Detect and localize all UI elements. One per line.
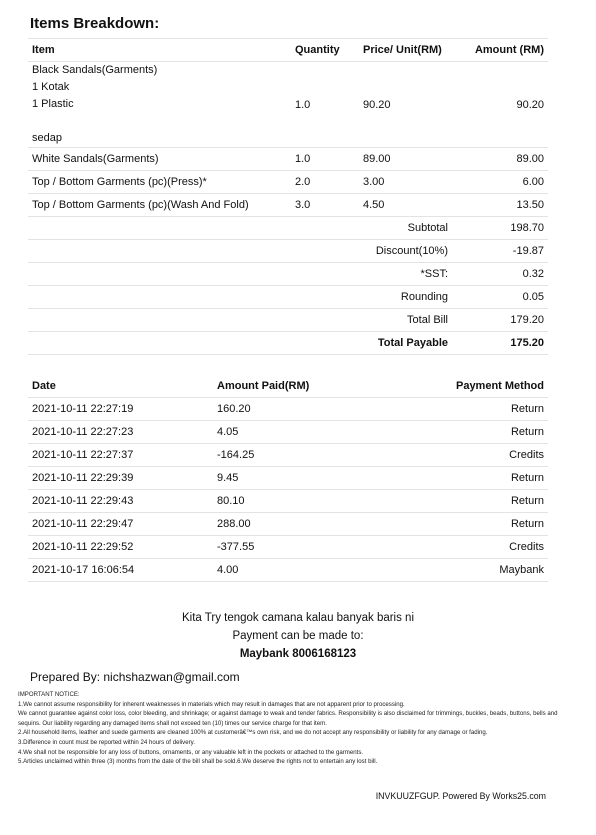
table-row — [28, 559, 548, 582]
summary-label: Discount(10%) — [28, 240, 452, 263]
payment-amount: 160.20 — [213, 398, 384, 421]
table-row — [28, 513, 548, 536]
table-row — [28, 421, 548, 444]
payments-table — [28, 375, 548, 582]
quantity-cell: 3.0 — [291, 194, 359, 217]
notice-line: 2.All household items, leather and suede garments are cleaned 100% at customerâ€™s own risk, and we do not accept any responsibility or liability for any damage or fading. — [18, 729, 488, 737]
important-notice — [18, 690, 578, 767]
summary-label: Subtotal — [28, 217, 452, 240]
column-header-payment-method: Payment Method — [384, 375, 548, 398]
payment-date: 2021-10-11 22:29:47 — [28, 513, 213, 536]
payment-date: 2021-10-11 22:29:52 — [28, 536, 213, 559]
notice-line: 4.We shall not be responsible for any loss of buttons, ornaments, or any valuable left in the pockets or attached to the garments. — [18, 748, 364, 756]
payment-amount: 9.45 — [213, 467, 384, 490]
payment-date: 2021-10-11 22:27:23 — [28, 421, 213, 444]
table-row — [28, 148, 548, 171]
table-row — [28, 444, 548, 467]
payment-amount: -377.55 — [213, 536, 384, 559]
payment-date: 2021-10-11 22:27:19 — [28, 398, 213, 421]
payment-method: Return — [384, 398, 548, 421]
item-name: Black Sandals(Garments) — [32, 64, 158, 76]
payment-date: 2021-10-11 22:27:37 — [28, 444, 213, 467]
payment-method: Return — [384, 513, 548, 536]
column-header-quantity: Quantity — [291, 39, 359, 62]
summary-value: 179.20 — [452, 309, 548, 332]
bank-account: Maybank 8006168123 — [239, 648, 357, 660]
table-row — [28, 398, 548, 421]
summary-row-total-bill — [28, 309, 548, 332]
payment-date: 2021-10-11 22:29:43 — [28, 490, 213, 513]
summary-row-total-payable — [28, 332, 548, 355]
footer-powered-by: INVKUUZFGUP. Powered By Works25.com — [375, 791, 546, 801]
notice-line: 1.We cannot assume responsibility for inherent weaknesses in materials which may result in damages that are not apparent prior to processing. — [18, 700, 405, 708]
column-header-item: Item — [28, 39, 291, 62]
payments-header-row — [28, 375, 548, 398]
table-row — [28, 536, 548, 559]
summary-label: Total Payable — [28, 332, 452, 355]
summary-label: Total Bill — [28, 309, 452, 332]
page-title: Items Breakdown: — [30, 15, 160, 32]
table-row — [28, 62, 548, 148]
amount-cell: 89.00 — [452, 148, 548, 171]
items-header-row — [28, 39, 548, 62]
amount-cell: 6.00 — [452, 171, 548, 194]
summary-value: 0.32 — [452, 263, 548, 286]
payment-amount: -164.25 — [213, 444, 384, 467]
summary-label: *SST: — [28, 263, 452, 286]
items-table — [28, 38, 548, 355]
item-name: Top / Bottom Garments (pc)(Press)* — [28, 171, 291, 194]
payment-amount: 80.10 — [213, 490, 384, 513]
item-name: White Sandals(Garments) — [28, 148, 291, 171]
payment-amount: 4.05 — [213, 421, 384, 444]
summary-value: 175.20 — [452, 332, 548, 355]
payment-method: Return — [384, 467, 548, 490]
summary-row-rounding — [28, 286, 548, 309]
table-row — [28, 490, 548, 513]
column-header-price: Price/ Unit(RM) — [359, 39, 452, 62]
price-cell: 3.00 — [359, 171, 452, 194]
amount-cell: 13.50 — [452, 194, 548, 217]
prepared-by: Prepared By: nichshazwan@gmail.com — [30, 670, 240, 684]
quantity-cell: 2.0 — [291, 171, 359, 194]
payment-date: 2021-10-11 22:29:39 — [28, 467, 213, 490]
summary-value: 198.70 — [452, 217, 548, 240]
summary-value: 0.05 — [452, 286, 548, 309]
item-detail: 1 Plastic — [32, 98, 74, 110]
table-row — [28, 171, 548, 194]
payment-date: 2021-10-17 16:06:54 — [28, 559, 213, 582]
payment-method: Credits — [384, 536, 548, 559]
item-cell — [28, 62, 291, 148]
column-header-amount-paid: Amount Paid(RM) — [213, 375, 384, 398]
table-row — [28, 467, 548, 490]
notice-heading: IMPORTANT NOTICE: — [18, 691, 80, 698]
summary-row-subtotal — [28, 217, 548, 240]
payment-amount: 288.00 — [213, 513, 384, 536]
quantity-cell: 1.0 — [291, 62, 359, 148]
payment-method: Maybank — [384, 559, 548, 582]
summary-label: Rounding — [28, 286, 452, 309]
payment-note: Kita Try tengok camana kalau banyak baris ni — [181, 612, 415, 624]
payment-method: Return — [384, 490, 548, 513]
item-detail: 1 Kotak — [32, 81, 70, 93]
quantity-cell: 1.0 — [291, 148, 359, 171]
column-header-date: Date — [28, 375, 213, 398]
summary-row-discount — [28, 240, 548, 263]
notice-line: We cannot guarantee against color loss, color bleeding, and shrinkage; or against damage to weak and tender fabrics. Responsibility is also disclaimed for trimmings, buckles, beads, buttons, bells and sequins. Our liability regarding any damaged items shall not exceed ten (10) times our service charge for that item. — [18, 710, 558, 727]
payment-instructions: Payment can be made to: — [232, 630, 364, 642]
table-row — [28, 194, 548, 217]
payment-method: Credits — [384, 444, 548, 467]
item-name: Top / Bottom Garments (pc)(Wash And Fold) — [28, 194, 291, 217]
amount-cell: 90.20 — [452, 62, 548, 148]
item-detail — [32, 113, 287, 130]
summary-row-sst — [28, 263, 548, 286]
price-cell: 4.50 — [359, 194, 452, 217]
payment-amount: 4.00 — [213, 559, 384, 582]
notice-line: 3.Difference in count must be reported within 24 hours of delivery. — [18, 738, 195, 746]
payment-method: Return — [384, 421, 548, 444]
price-cell: 89.00 — [359, 148, 452, 171]
item-detail: sedap — [32, 132, 62, 144]
notice-line: 5.Articles unclaimed within three (3) months from the date of the bill shall be sold.6.We deserve the rights not to entertain any lost bill. — [18, 758, 378, 766]
summary-value: -19.87 — [452, 240, 548, 263]
column-header-amount: Amount (RM) — [452, 39, 548, 62]
price-cell: 90.20 — [359, 62, 452, 148]
